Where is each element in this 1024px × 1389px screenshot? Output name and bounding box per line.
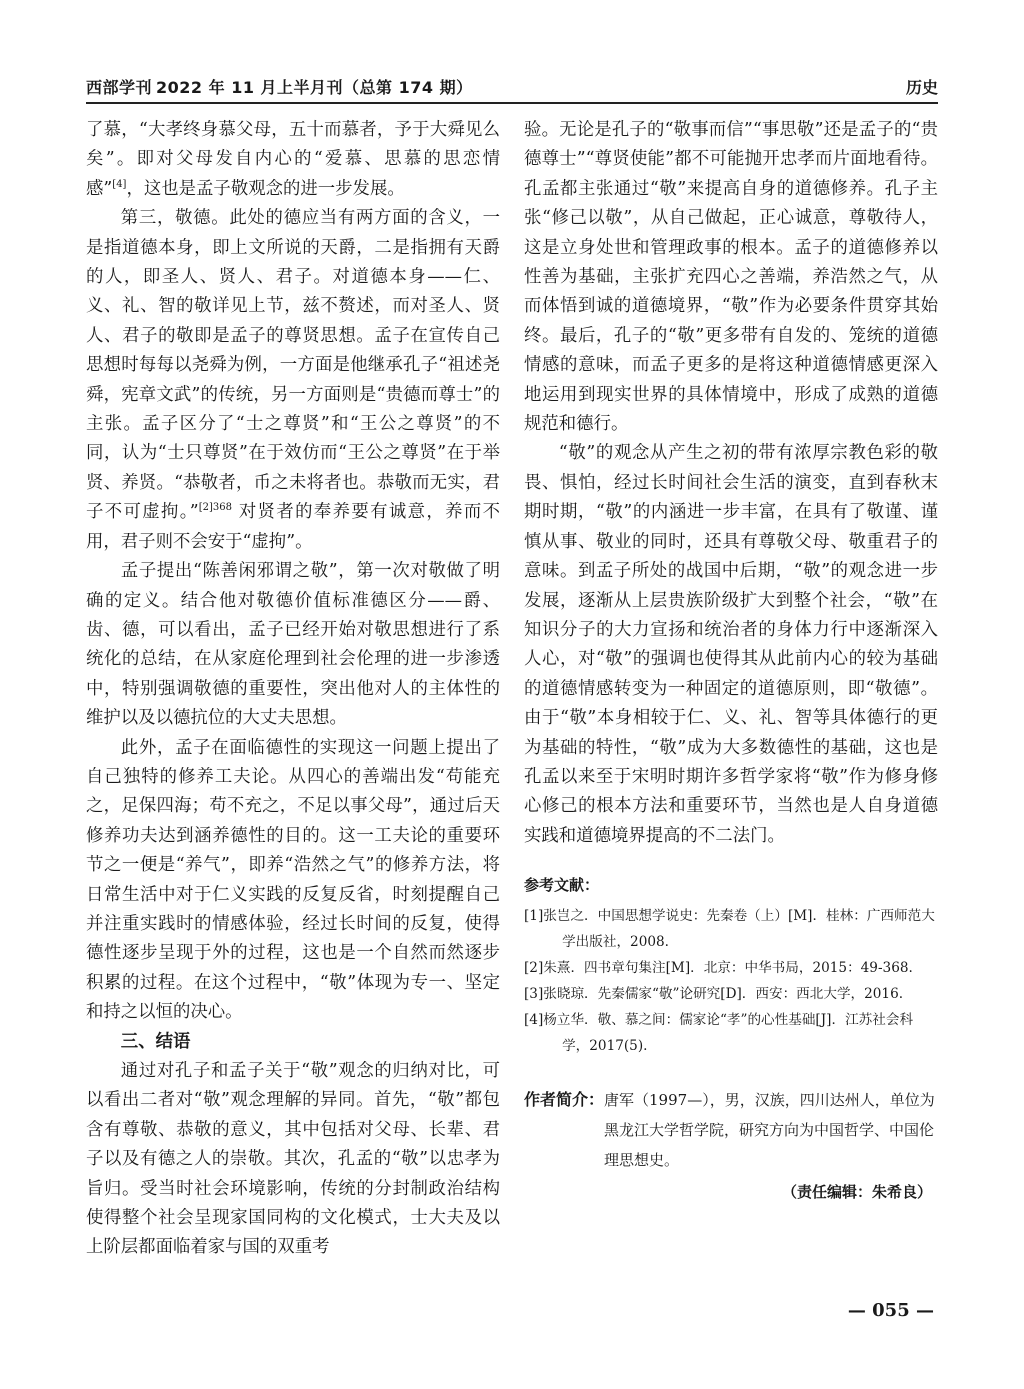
issue-info: 2022 年 11 月上半月刊（总第 174 期）: [156, 78, 473, 97]
citation: [4]: [112, 179, 127, 191]
reference-item: [2]朱熹．四书章句集注[M]．北京：中华书局，2015：49-368.: [524, 960, 913, 977]
paragraph-text: 对贤者的奉养要有诚意，养而不用，君子则不会安于“虚拘”。: [86, 502, 500, 552]
references-title: 参考文献：: [524, 876, 600, 895]
author-bio-text: 唐军（1997—），男，汉族，四川达州人，单位为黑龙江大学哲学院，研究方向为中国哲学、中国伦理思想史。: [604, 1091, 935, 1170]
paragraph: [86, 204, 500, 557]
references: [524, 873, 938, 1059]
section-heading: 三、结语: [120, 1031, 191, 1052]
page-header: [86, 70, 938, 98]
right-column: [524, 116, 938, 1207]
citation: [2]368: [198, 502, 232, 514]
paragraph-text: 第三，敬德。此处的德应当有两方面的含义，一是指道德本身，即上文所说的天爵，二是指拥有天爵的人，即圣人、贤人、君子。对道德本身——仁、义、礼、智的敬详见上节，兹不赘述，而对圣人、贤人、君子的敬即是孟子的尊贤思想。孟子在宣传自己思想时每每以尧舜为例，一方面是他继承孔子“祖述尧舜，宪章文武”的传统，另一方面则是“贵德而尊士”的主张。孟子区分了“士之尊贤”和“王公之尊贤”的不同，认为“士只尊贤”在于效仿而“王公之尊贤”在于举贤、养贤。“恭敬者，币之未将者也。恭敬而无实，君子不可虚拘。”: [86, 208, 500, 523]
paragraph: 此外，孟子在面临德性的实现这一问题上提出了自己独特的修养工夫论。从四心的善端出发“苟能充之，足保四海；苟不充之，不足以事父母”，通过后天修养功夫达到涵养德性的目的。这一工夫论的重要环节之一便是“养气”，即养“浩然之气”的修养方法，将日常生活中对于仁义实践的反复反省，时刻提醒自己并注重实践时的情感体验，经过长时间的反复，使得德性逐步呈现于外的过程，这也是一个自然而然逐步积累的过程。在这个过程中，“敬”体现为专一、坚定和持之以恒的决心。: [86, 737, 500, 1023]
page-number: — 055 —: [847, 1300, 934, 1321]
reference-item: [4]杨立华．敬、慕之间：儒家论“孝”的心性基础[J]．江苏社会科学，2017(5).: [524, 1012, 914, 1055]
responsible-editor: （责任编辑：朱希良）: [781, 1183, 932, 1202]
author-bio-label: 作者简介：: [524, 1090, 605, 1110]
reference-item: [3]张晓琼．先秦儒家“敬”论研究[D]．西安：西北大学，2016.: [524, 986, 904, 1003]
paragraph: 孟子提出“陈善闲邪谓之敬”，第一次对敬做了明确的定义。结合他对敬德价值标准德区分——爵、齿、德，可以看出，孟子已经开始对敬思想进行了系统化的总结，在从家庭伦理到社会伦理的进一步渗透中，特别强调敬德的重要性，突出他对人的主体性的维护以及以德抗位的大丈夫思想。: [86, 561, 500, 729]
author-bio: [524, 1085, 938, 1175]
left-column: [86, 116, 500, 1263]
paragraph: “敬”的观念从产生之初的带有浓厚宗教色彩的敬畏、惧怕，经过长时间社会生活的演变，直到春秋末期时期，“敬”的内涵进一步丰富，在具有了敬谨、谨慎从事、敬业的同时，还具有尊敬父母、敬重君子的意味。到孟子所处的战国中后期，“敬”的观念进一步发展，逐渐从上层贵族阶级扩大到整个社会，“敬”在知识分子的大力宣扬和统治者的身体力行中逐渐深入人心，对“敬”的强调也使得其从此前内心的较为基础的道德情感转变为一种固定的道德原则，即“敬德”。由于“敬”本身相较于仁、义、礼、智等具体德行的更为基础的特性，“敬”成为大多数德性的基础，这也是孔孟以来至于宋明时期许多哲学家将“敬”作为修身修心修己的根本方法和重要环节，当然也是人自身道德实践和道德境界提高的不二法门。: [524, 443, 938, 846]
paragraph: [86, 116, 500, 204]
reference-item: [1]张岂之．中国思想学说史：先秦卷（上）[M]．桂林：广西师范大学出版社，2008.: [524, 908, 935, 951]
paragraph: 验。无论是孔子的“敬事而信”“事思敬”还是孟子的“贵德尊士”“尊贤使能”都不可能抛开忠孝而片面地看待。孔孟都主张通过“敬”来提高自身的道德修养。孔子主张“修己以敬”，从自己做起，正心诚意，尊敬待人，这是立身处世和管理政事的根本。孟子的道德修养以性善为基础，主张扩充四心之善端，养浩然之气，从而体悟到诚的道德境界，“敬”作为必要条件贯穿其始终。最后，孔子的“敬”更多带有自发的、笼统的道德情感的意味，而孟子更多的是将这种道德情感更深入地运用到现实世界的具体情境中，形成了成熟的道德规范和德行。: [524, 120, 938, 435]
paragraph: 通过对孔子和孟子关于“敬”观念的归纳对比，可以看出二者对“敬”观念理解的异同。首先，“敬”都包含有尊敬、恭敬的意义，其中包括对父母、长辈、君子以及有德之人的崇敬。其次，孔孟的“敬”以忠孝为旨归。受当时社会环境影响，传统的分封制政治结构使得整个社会呈现家国同构的文化模式，士大夫及以上阶层都面临着家与国的双重考: [86, 1061, 500, 1258]
paragraph-text: 了慕，“大孝终身慕父母，五十而慕者，予于大舜见么矣”。即对父母发自内心的“爱慕、思慕的思恋情感”: [86, 120, 500, 199]
paragraph-text: ，这也是孟子敬观念的进一步发展。: [126, 178, 405, 199]
section-name: 历史: [905, 78, 938, 97]
reference-list: [524, 903, 938, 1059]
journal-issue-line: [86, 75, 473, 98]
header-rule: [86, 102, 938, 104]
journal-name: 西部学刊: [86, 78, 153, 97]
